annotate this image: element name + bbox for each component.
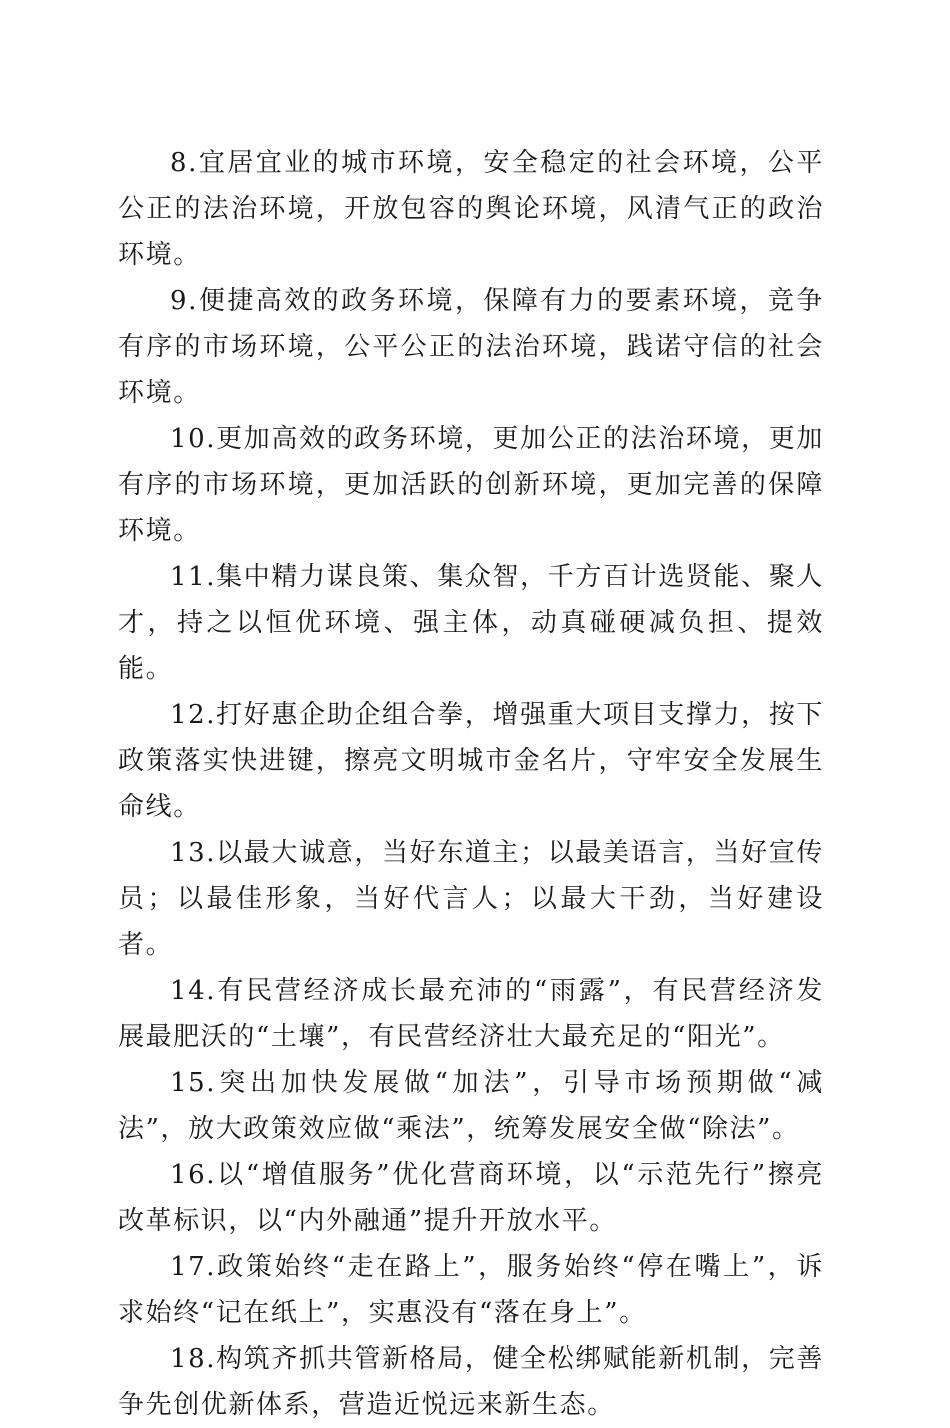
- paragraph-13: 13.以最大诚意，当好东道主；以最美语言，当好宣传员；以最佳形象，当好代言人；以最大干劲，当好建设者。: [118, 838, 824, 960]
- paragraph-11: 11.集中精力谋良策、集众智，千方百计选贤能、聚人才，持之以恒优环境、强主体，动真碰硬减负担、提效能。: [118, 562, 824, 684]
- paragraph-18: 18.构筑齐抓共管新格局，健全松绑赋能新机制，完善争先创优新体系，营造近悦远来新生态。: [118, 1344, 824, 1420]
- paragraph-17: 17.政策始终“走在路上”，服务始终“停在嘴上”，诉求始终“记在纸上”，实惠没有“落在身上”。: [118, 1252, 824, 1328]
- paragraph-14: 14.有民营经济成长最充沛的“雨露”，有民营经济发展最肥沃的“土壤”，有民营经济壮大最充足的“阳光”。: [118, 976, 824, 1052]
- paragraph-12: 12.打好惠企助企组合拳，增强重大项目支撑力，按下政策落实快进键，擦亮文明城市金名片，守牢安全发展生命线。: [118, 700, 824, 822]
- paragraph-8: 8.宜居宜业的城市环境，安全稳定的社会环境，公平公正的法治环境，开放包容的舆论环境，风清气正的政治环境。: [118, 148, 824, 270]
- paragraph-9: 9.便捷高效的政务环境，保障有力的要素环境，竞争有序的市场环境，公平公正的法治环境，践诺守信的社会环境。: [118, 286, 824, 408]
- paragraph-16: 16.以“增值服务”优化营商环境，以“示范先行”擦亮改革标识，以“内外融通”提升开放水平。: [118, 1160, 824, 1236]
- paragraph-15: 15.突出加快发展做“加法”，引导市场预期做“减法”，放大政策效应做“乘法”，统筹发展安全做“除法”。: [118, 1068, 824, 1144]
- document-body: [118, 140, 824, 1428]
- paragraph-10: 10.更加高效的政务环境，更加公正的法治环境，更加有序的市场环境，更加活跃的创新环境，更加完善的保障环境。: [118, 424, 824, 546]
